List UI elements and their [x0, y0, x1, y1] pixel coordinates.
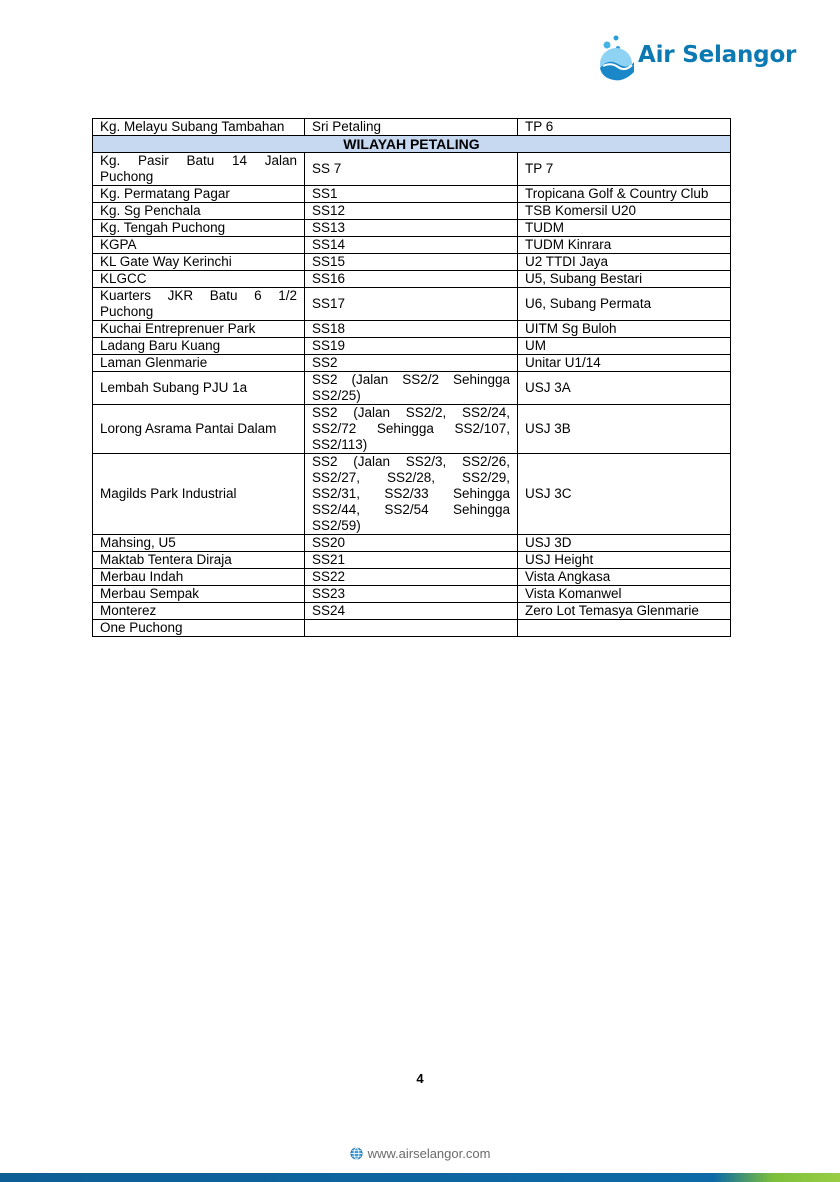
table-row — [93, 288, 731, 321]
area-cell-col2: SS16 — [305, 271, 518, 288]
area-cell-col2: SS22 — [305, 569, 518, 586]
table-top-rows — [93, 119, 731, 136]
table-row — [93, 586, 731, 603]
area-cell-col1: KLGCC — [93, 271, 305, 288]
area-cell-col3: USJ 3A — [518, 372, 731, 405]
area-cell-col2: SS 7 — [305, 153, 518, 186]
page-number: 4 — [416, 1071, 424, 1086]
area-cell-col2: SS13 — [305, 220, 518, 237]
area-cell-col1: Merbau Indah — [93, 569, 305, 586]
area-cell-col2: SS2 (Jalan SS2/3, SS2/26, SS2/27, SS2/28, SS2/29, SS2/31, SS2/33 Sehingga SS2/44, SS2/54 Sehingga SS2/59) — [305, 454, 518, 535]
water-drop-icon — [594, 32, 638, 82]
area-cell-col1: Kuchai Entreprenuer Park — [93, 321, 305, 338]
area-cell-col2: SS2 (Jalan SS2/2 Sehingga SS2/25) — [305, 372, 518, 405]
area-cell-col2 — [305, 620, 518, 637]
area-cell-col3: TSB Komersil U20 — [518, 203, 731, 220]
area-cell-col3: USJ 3C — [518, 454, 731, 535]
area-cell-col1: Ladang Baru Kuang — [93, 338, 305, 355]
globe-icon — [350, 1147, 363, 1160]
table-row — [93, 535, 731, 552]
area-cell-col1: Kg. Permatang Pagar — [93, 186, 305, 203]
area-cell-col2: SS20 — [305, 535, 518, 552]
area-cell-col2: SS23 — [305, 586, 518, 603]
table-row — [93, 203, 731, 220]
area-cell-col1: Laman Glenmarie — [93, 355, 305, 372]
table-row — [93, 254, 731, 271]
area-cell-col2: SS19 — [305, 338, 518, 355]
area-cell-col1: Kg. Tengah Puchong — [93, 220, 305, 237]
table-row — [93, 271, 731, 288]
area-cell-col2: SS2 (Jalan SS2/2, SS2/24, SS2/72 Sehingga SS2/107, SS2/113) — [305, 405, 518, 454]
area-cell-col1: Mahsing, U5 — [93, 535, 305, 552]
table-row — [93, 355, 731, 372]
area-cell-col3: U6, Subang Permata — [518, 288, 731, 321]
table-row — [93, 237, 731, 254]
area-cell-col3: UITM Sg Buloh — [518, 321, 731, 338]
area-cell-col3: Zero Lot Temasya Glenmarie — [518, 603, 731, 620]
table-row — [93, 338, 731, 355]
table-row — [93, 405, 731, 454]
housing-area-table — [92, 118, 731, 637]
area-cell-col1: Magilds Park Industrial — [93, 454, 305, 535]
area-cell-col3: TP 6 — [518, 119, 731, 136]
area-cell-col3: TP 7 — [518, 153, 731, 186]
area-cell-col2: SS14 — [305, 237, 518, 254]
brand-name: Air Selangor — [638, 42, 797, 68]
area-cell-col3: TUDM Kinrara — [518, 237, 731, 254]
area-cell-col3 — [518, 620, 731, 637]
area-cell-col1: Lembah Subang PJU 1a — [93, 372, 305, 405]
air-selangor-logo — [594, 32, 804, 82]
area-cell-col3: TUDM — [518, 220, 731, 237]
table-row — [93, 552, 731, 569]
section-row — [93, 136, 731, 153]
area-cell-col1: Kg. Melayu Subang Tambahan — [93, 119, 305, 136]
area-cell-col2: SS18 — [305, 321, 518, 338]
area-cell-col1: One Puchong — [93, 620, 305, 637]
area-cell-col3: Vista Angkasa — [518, 569, 731, 586]
table-row — [93, 569, 731, 586]
area-cell-col1: Kuarters JKR Batu 6 1/2 Puchong — [93, 288, 305, 321]
area-cell-col1: Maktab Tentera Diraja — [93, 552, 305, 569]
area-cell-col2: SS24 — [305, 603, 518, 620]
area-cell-col3: USJ 3B — [518, 405, 731, 454]
table-rows — [93, 153, 731, 637]
area-cell-col3: U5, Subang Bestari — [518, 271, 731, 288]
area-cell-col3: Unitar U1/14 — [518, 355, 731, 372]
table-row — [93, 153, 731, 186]
area-cell-col3: USJ Height — [518, 552, 731, 569]
area-cell-col1: KL Gate Way Kerinchi — [93, 254, 305, 271]
area-cell-col3: U2 TTDI Jaya — [518, 254, 731, 271]
table-row — [93, 186, 731, 203]
area-cell-col1: Kg. Sg Penchala — [93, 203, 305, 220]
area-cell-col2: SS12 — [305, 203, 518, 220]
area-cell-col2: SS2 — [305, 355, 518, 372]
area-cell-col1: KGPA — [93, 237, 305, 254]
table-row — [93, 454, 731, 535]
section-title: WILAYAH PETALING — [93, 136, 731, 153]
area-cell-col3: Vista Komanwel — [518, 586, 731, 603]
area-cell-col2: SS21 — [305, 552, 518, 569]
table-section-header — [93, 136, 731, 153]
area-cell-col1: Merbau Sempak — [93, 586, 305, 603]
table-row — [93, 220, 731, 237]
website-url[interactable]: www.airselangor.com — [367, 1146, 491, 1161]
table-row — [93, 321, 731, 338]
table-row — [93, 603, 731, 620]
area-cell-col1: Lorong Asrama Pantai Dalam — [93, 405, 305, 454]
area-cell-col2: Sri Petaling — [305, 119, 518, 136]
area-cell-col2: SS17 — [305, 288, 518, 321]
footer-website[interactable] — [0, 1146, 840, 1161]
area-cell-col3: USJ 3D — [518, 535, 731, 552]
table-row — [93, 372, 731, 405]
table-row — [93, 119, 731, 136]
area-cell-col3: Tropicana Golf & Country Club — [518, 186, 731, 203]
area-cell-col3: UM — [518, 338, 731, 355]
footer-bar — [0, 1173, 840, 1182]
area-cell-col1: Kg. Pasir Batu 14 Jalan Puchong — [93, 153, 305, 186]
area-cell-col1: Monterez — [93, 603, 305, 620]
table-row — [93, 620, 731, 637]
area-cell-col2: SS15 — [305, 254, 518, 271]
area-cell-col2: SS1 — [305, 186, 518, 203]
